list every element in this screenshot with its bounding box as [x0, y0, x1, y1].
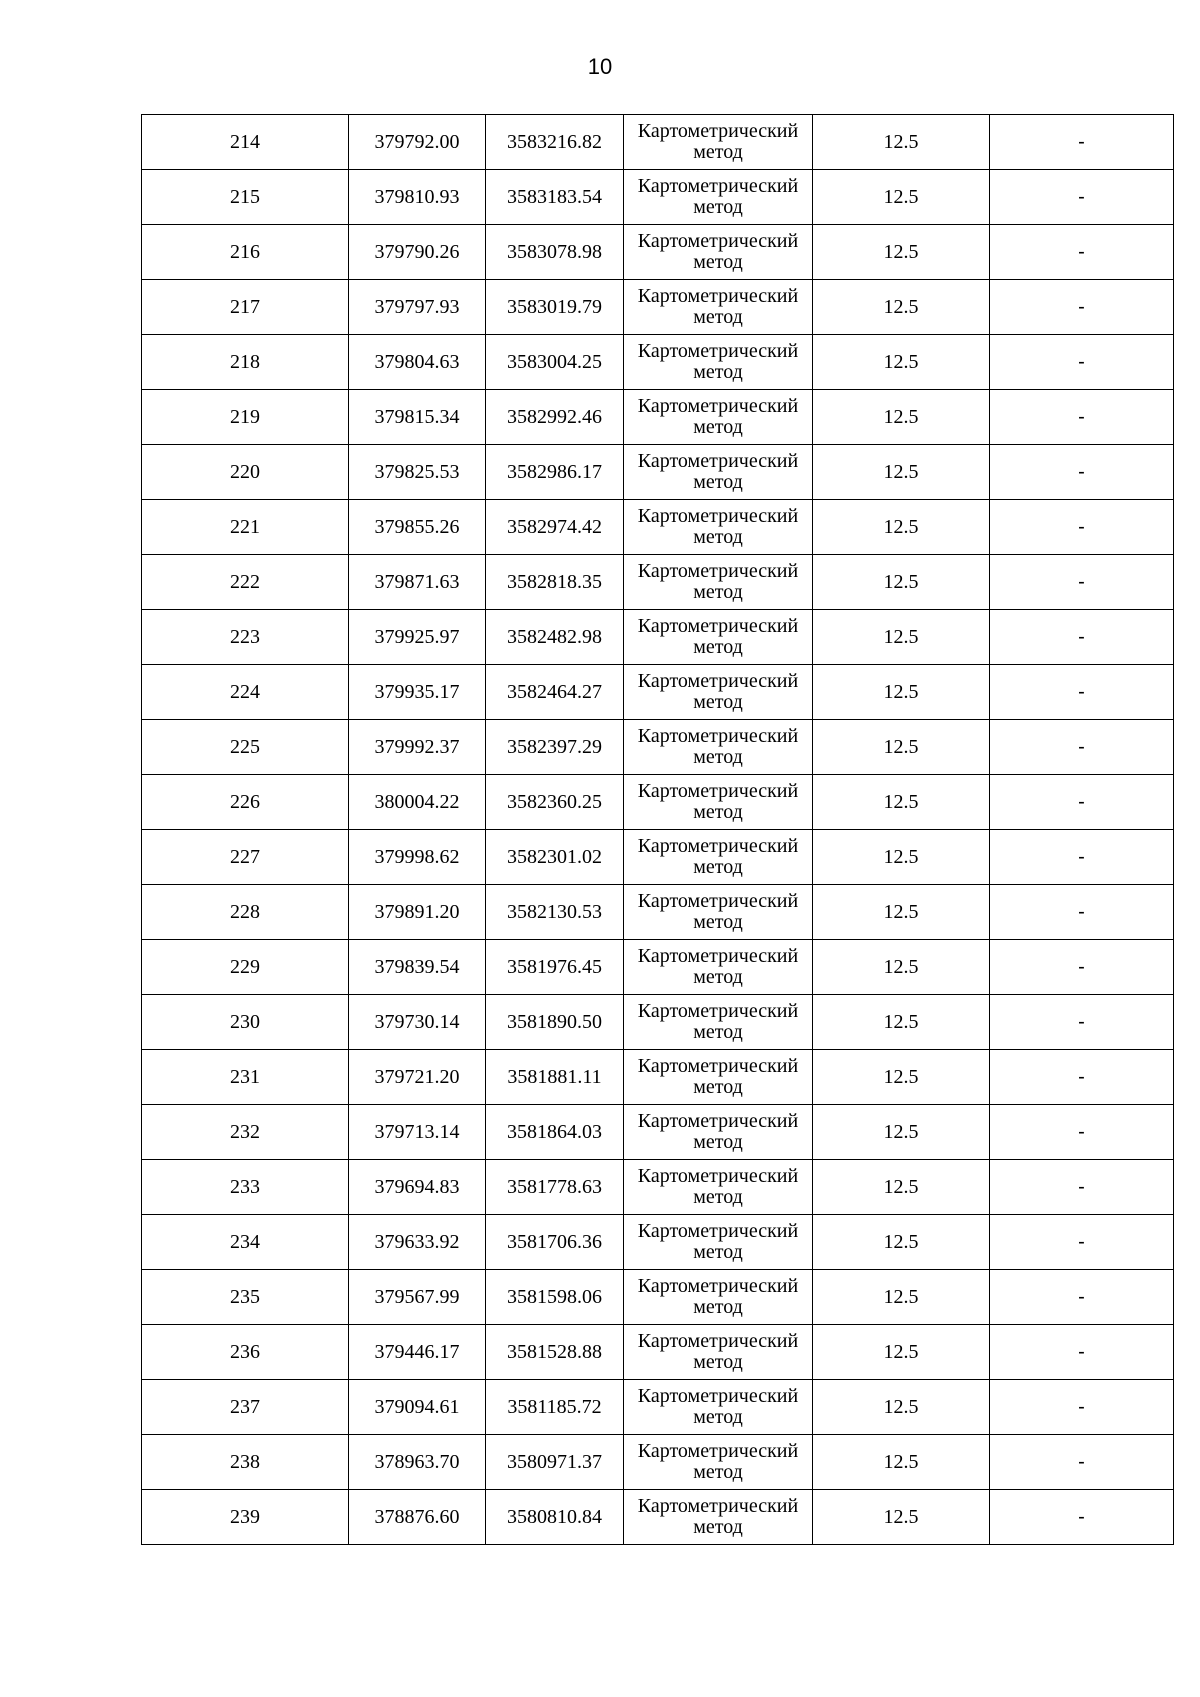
method-cell [624, 1490, 813, 1545]
table-row [142, 1215, 1174, 1270]
point-number-cell: 219 [142, 390, 349, 445]
accuracy-cell: 12.5 [813, 445, 990, 500]
table-row [142, 335, 1174, 390]
method-line-1: Картометрический [637, 120, 799, 142]
point-number-cell: 230 [142, 995, 349, 1050]
table-row [142, 1435, 1174, 1490]
note-cell: - [990, 335, 1174, 390]
y-coordinate-cell: 3581890.50 [486, 995, 624, 1050]
accuracy-cell: 12.5 [813, 1050, 990, 1105]
accuracy-cell: 12.5 [813, 610, 990, 665]
point-number-cell: 232 [142, 1105, 349, 1160]
note-cell: - [990, 1270, 1174, 1325]
y-coordinate-cell: 3582397.29 [486, 720, 624, 775]
table-row [142, 1270, 1174, 1325]
point-number-cell: 227 [142, 830, 349, 885]
accuracy-cell: 12.5 [813, 1105, 990, 1160]
note-cell: - [990, 1050, 1174, 1105]
x-coordinate-cell: 379998.62 [349, 830, 486, 885]
y-coordinate-cell: 3581598.06 [486, 1270, 624, 1325]
x-coordinate-cell: 379935.17 [349, 665, 486, 720]
method-line-1: Картометрический [637, 1440, 799, 1462]
note-cell: - [990, 995, 1174, 1050]
point-number-cell: 218 [142, 335, 349, 390]
table-row [142, 940, 1174, 995]
y-coordinate-cell: 3582986.17 [486, 445, 624, 500]
y-coordinate-cell: 3581185.72 [486, 1380, 624, 1435]
x-coordinate-cell: 380004.22 [349, 775, 486, 830]
y-coordinate-cell: 3583183.54 [486, 170, 624, 225]
method-line-2: метод [693, 416, 743, 438]
method-cell [624, 1435, 813, 1490]
page-number: 10 [587, 54, 613, 79]
x-coordinate-cell: 379446.17 [349, 1325, 486, 1380]
accuracy-cell: 12.5 [813, 1380, 990, 1435]
y-coordinate-cell: 3580810.84 [486, 1490, 624, 1545]
y-coordinate-cell: 3582301.02 [486, 830, 624, 885]
table-row [142, 1490, 1174, 1545]
method-line-1: Картометрический [637, 1495, 799, 1517]
method-cell [624, 775, 813, 830]
x-coordinate-cell: 378963.70 [349, 1435, 486, 1490]
x-coordinate-cell: 378876.60 [349, 1490, 486, 1545]
y-coordinate-cell: 3582464.27 [486, 665, 624, 720]
table-row [142, 280, 1174, 335]
method-line-2: метод [693, 581, 743, 603]
x-coordinate-cell: 379992.37 [349, 720, 486, 775]
table-row [142, 610, 1174, 665]
note-cell: - [990, 500, 1174, 555]
x-coordinate-cell: 379925.97 [349, 610, 486, 665]
y-coordinate-cell: 3583078.98 [486, 225, 624, 280]
method-line-1: Картометрический [637, 615, 799, 637]
point-number-cell: 229 [142, 940, 349, 995]
method-line-1: Картометрический [637, 890, 799, 912]
method-cell [624, 225, 813, 280]
method-line-1: Картометрический [637, 340, 799, 362]
method-cell [624, 665, 813, 720]
method-line-1: Картометрический [637, 1055, 799, 1077]
x-coordinate-cell: 379790.26 [349, 225, 486, 280]
method-line-2: метод [693, 911, 743, 933]
note-cell: - [990, 1325, 1174, 1380]
method-line-1: Картометрический [637, 1330, 799, 1352]
x-coordinate-cell: 379825.53 [349, 445, 486, 500]
method-line-2: метод [693, 1406, 743, 1428]
method-line-1: Картометрический [637, 1275, 799, 1297]
note-cell: - [990, 775, 1174, 830]
method-cell [624, 555, 813, 610]
point-number-cell: 220 [142, 445, 349, 500]
method-line-1: Картометрический [637, 175, 799, 197]
x-coordinate-cell: 379797.93 [349, 280, 486, 335]
y-coordinate-cell: 3581778.63 [486, 1160, 624, 1215]
method-cell [624, 885, 813, 940]
table-row [142, 1160, 1174, 1215]
method-line-1: Картометрический [637, 1000, 799, 1022]
method-line-1: Картометрический [637, 285, 799, 307]
note-cell: - [990, 830, 1174, 885]
method-cell [624, 610, 813, 665]
method-line-2: метод [693, 306, 743, 328]
x-coordinate-cell: 379633.92 [349, 1215, 486, 1270]
method-line-2: метод [693, 141, 743, 163]
table-row [142, 720, 1174, 775]
accuracy-cell: 12.5 [813, 1490, 990, 1545]
accuracy-cell: 12.5 [813, 995, 990, 1050]
note-cell: - [990, 940, 1174, 995]
method-line-2: метод [693, 526, 743, 548]
y-coordinate-cell: 3583019.79 [486, 280, 624, 335]
point-number-cell: 222 [142, 555, 349, 610]
method-line-2: метод [693, 691, 743, 713]
method-line-1: Картометрический [637, 780, 799, 802]
note-cell: - [990, 1435, 1174, 1490]
x-coordinate-cell: 379815.34 [349, 390, 486, 445]
accuracy-cell: 12.5 [813, 335, 990, 390]
point-number-cell: 231 [142, 1050, 349, 1105]
table-row [142, 1050, 1174, 1105]
table-row [142, 445, 1174, 500]
method-cell [624, 1270, 813, 1325]
note-cell: - [990, 1380, 1174, 1435]
note-cell: - [990, 390, 1174, 445]
table-row [142, 500, 1174, 555]
note-cell: - [990, 665, 1174, 720]
point-number-cell: 216 [142, 225, 349, 280]
y-coordinate-cell: 3581864.03 [486, 1105, 624, 1160]
x-coordinate-cell: 379567.99 [349, 1270, 486, 1325]
method-line-2: метод [693, 856, 743, 878]
y-coordinate-cell: 3583004.25 [486, 335, 624, 390]
accuracy-cell: 12.5 [813, 390, 990, 445]
method-line-2: метод [693, 801, 743, 823]
method-line-2: метод [693, 471, 743, 493]
method-line-1: Картометрический [637, 560, 799, 582]
note-cell: - [990, 1490, 1174, 1545]
note-cell: - [990, 1105, 1174, 1160]
note-cell: - [990, 720, 1174, 775]
table-row [142, 1380, 1174, 1435]
method-cell [624, 1380, 813, 1435]
method-cell [624, 170, 813, 225]
accuracy-cell: 12.5 [813, 1325, 990, 1380]
point-number-cell: 239 [142, 1490, 349, 1545]
note-cell: - [990, 445, 1174, 500]
y-coordinate-cell: 3582818.35 [486, 555, 624, 610]
y-coordinate-cell: 3581976.45 [486, 940, 624, 995]
method-line-2: метод [693, 1516, 743, 1538]
table-row [142, 1105, 1174, 1160]
method-line-2: метод [693, 196, 743, 218]
accuracy-cell: 12.5 [813, 830, 990, 885]
point-number-cell: 215 [142, 170, 349, 225]
point-number-cell: 237 [142, 1380, 349, 1435]
table-row [142, 1325, 1174, 1380]
method-line-1: Картометрический [637, 670, 799, 692]
accuracy-cell: 12.5 [813, 665, 990, 720]
method-line-1: Картометрический [637, 1385, 799, 1407]
method-cell [624, 940, 813, 995]
point-number-cell: 238 [142, 1435, 349, 1490]
method-cell [624, 1215, 813, 1270]
table-row [142, 390, 1174, 445]
table-row [142, 170, 1174, 225]
method-line-2: метод [693, 966, 743, 988]
table-row [142, 555, 1174, 610]
y-coordinate-cell: 3582974.42 [486, 500, 624, 555]
method-line-1: Картометрический [637, 1220, 799, 1242]
method-line-1: Картометрический [637, 395, 799, 417]
accuracy-cell: 12.5 [813, 225, 990, 280]
method-line-2: метод [693, 361, 743, 383]
note-cell: - [990, 170, 1174, 225]
method-cell [624, 280, 813, 335]
method-line-2: метод [693, 1241, 743, 1263]
table-row [142, 225, 1174, 280]
method-line-2: метод [693, 1021, 743, 1043]
method-line-2: метод [693, 1461, 743, 1483]
point-number-cell: 224 [142, 665, 349, 720]
accuracy-cell: 12.5 [813, 555, 990, 610]
y-coordinate-cell: 3582992.46 [486, 390, 624, 445]
point-number-cell: 214 [142, 115, 349, 170]
x-coordinate-cell: 379804.63 [349, 335, 486, 390]
method-cell [624, 720, 813, 775]
accuracy-cell: 12.5 [813, 500, 990, 555]
method-line-2: метод [693, 1351, 743, 1373]
method-line-1: Картометрический [637, 505, 799, 527]
accuracy-cell: 12.5 [813, 1160, 990, 1215]
accuracy-cell: 12.5 [813, 720, 990, 775]
x-coordinate-cell: 379730.14 [349, 995, 486, 1050]
method-cell [624, 995, 813, 1050]
note-cell: - [990, 610, 1174, 665]
method-cell [624, 1325, 813, 1380]
method-cell [624, 830, 813, 885]
x-coordinate-cell: 379792.00 [349, 115, 486, 170]
x-coordinate-cell: 379839.54 [349, 940, 486, 995]
method-line-2: метод [693, 251, 743, 273]
method-cell [624, 390, 813, 445]
method-cell [624, 335, 813, 390]
x-coordinate-cell: 379871.63 [349, 555, 486, 610]
method-line-1: Картометрический [637, 1110, 799, 1132]
note-cell: - [990, 115, 1174, 170]
note-cell: - [990, 885, 1174, 940]
note-cell: - [990, 555, 1174, 610]
accuracy-cell: 12.5 [813, 1215, 990, 1270]
table-row [142, 995, 1174, 1050]
point-number-cell: 234 [142, 1215, 349, 1270]
method-line-1: Картометрический [637, 230, 799, 252]
accuracy-cell: 12.5 [813, 940, 990, 995]
y-coordinate-cell: 3582482.98 [486, 610, 624, 665]
method-line-2: метод [693, 1296, 743, 1318]
y-coordinate-cell: 3583216.82 [486, 115, 624, 170]
point-number-cell: 225 [142, 720, 349, 775]
note-cell: - [990, 1160, 1174, 1215]
accuracy-cell: 12.5 [813, 170, 990, 225]
y-coordinate-cell: 3582130.53 [486, 885, 624, 940]
point-number-cell: 217 [142, 280, 349, 335]
note-cell: - [990, 1215, 1174, 1270]
coordinates-table [141, 114, 1174, 1545]
accuracy-cell: 12.5 [813, 775, 990, 830]
method-cell [624, 500, 813, 555]
x-coordinate-cell: 379721.20 [349, 1050, 486, 1105]
accuracy-cell: 12.5 [813, 1435, 990, 1490]
method-cell [624, 445, 813, 500]
point-number-cell: 223 [142, 610, 349, 665]
method-cell [624, 115, 813, 170]
table-row [142, 830, 1174, 885]
point-number-cell: 233 [142, 1160, 349, 1215]
y-coordinate-cell: 3580971.37 [486, 1435, 624, 1490]
x-coordinate-cell: 379891.20 [349, 885, 486, 940]
x-coordinate-cell: 379713.14 [349, 1105, 486, 1160]
method-line-2: метод [693, 1186, 743, 1208]
note-cell: - [990, 225, 1174, 280]
method-cell [624, 1160, 813, 1215]
accuracy-cell: 12.5 [813, 1270, 990, 1325]
x-coordinate-cell: 379810.93 [349, 170, 486, 225]
table-row [142, 115, 1174, 170]
y-coordinate-cell: 3581528.88 [486, 1325, 624, 1380]
x-coordinate-cell: 379094.61 [349, 1380, 486, 1435]
method-line-2: метод [693, 1076, 743, 1098]
table-row [142, 775, 1174, 830]
point-number-cell: 221 [142, 500, 349, 555]
method-line-1: Картометрический [637, 835, 799, 857]
method-line-2: метод [693, 746, 743, 768]
table-row [142, 885, 1174, 940]
note-cell: - [990, 280, 1174, 335]
y-coordinate-cell: 3582360.25 [486, 775, 624, 830]
y-coordinate-cell: 3581881.11 [486, 1050, 624, 1105]
point-number-cell: 228 [142, 885, 349, 940]
y-coordinate-cell: 3581706.36 [486, 1215, 624, 1270]
method-cell [624, 1105, 813, 1160]
table-row [142, 665, 1174, 720]
point-number-cell: 235 [142, 1270, 349, 1325]
method-cell [624, 1050, 813, 1105]
point-number-cell: 226 [142, 775, 349, 830]
x-coordinate-cell: 379855.26 [349, 500, 486, 555]
point-number-cell: 236 [142, 1325, 349, 1380]
method-line-2: метод [693, 636, 743, 658]
method-line-1: Картометрический [637, 945, 799, 967]
accuracy-cell: 12.5 [813, 885, 990, 940]
x-coordinate-cell: 379694.83 [349, 1160, 486, 1215]
accuracy-cell: 12.5 [813, 115, 990, 170]
method-line-1: Картометрический [637, 725, 799, 747]
method-line-1: Картометрический [637, 450, 799, 472]
method-line-1: Картометрический [637, 1165, 799, 1187]
method-line-2: метод [693, 1131, 743, 1153]
accuracy-cell: 12.5 [813, 280, 990, 335]
